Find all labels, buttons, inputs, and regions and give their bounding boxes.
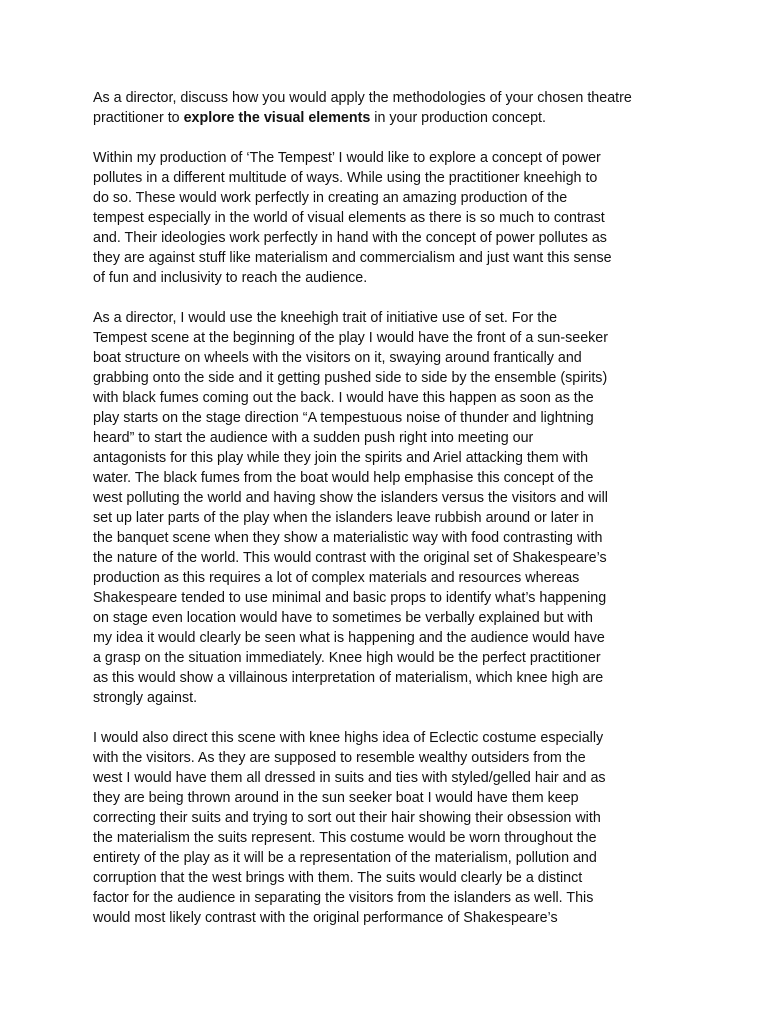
question-emphasis: explore the visual elements bbox=[183, 110, 371, 126]
document-page bbox=[93, 88, 683, 948]
paragraph-introduction: Within my production of ‘The Tempest’ I would like to explore a concept of power pollutes in a different multitude of ways. While using the practitioner kneehigh to do so. These would work perfectly in creating an amazing production of the tempest especially in the world of visual elements as there is so much to contrast and. Their ideologies work perfectly in hand with the concept of power pollutes as they are against stuff like materialism and commercialism and just want this sense of fun and inclusivity to reach the audience. bbox=[93, 150, 612, 286]
paragraph-costume: I would also direct this scene with knee highs idea of Eclectic costume especially with the visitors. As they are supposed to resemble wealthy outsiders from the west I would have them all dressed in suits and ties with styled/gelled hair and as they are being thrown around in the sun seeker boat I would have them keep correcting their suits and trying to sort out their hair showing their obsession with the materialism the suits represent. This costume would be worn throughout the entirety of the play as it will be a representation of the materialism, pollution and corruption that the west brings with them. The suits would clearly be a distinct factor for the audience in separating the visitors from the islanders as well. This would most likely contrast with the original performance of Shakespeare’s bbox=[93, 730, 606, 926]
essay-question bbox=[93, 88, 683, 128]
question-prefix: As a director, discuss how you would apply the methodologies of your chosen theatre practitioner to bbox=[93, 90, 632, 126]
paragraph-set-design: As a director, I would use the kneehigh trait of initiative use of set. For the Tempest scene at the beginning of the play I would have the front of a sun-seeker boat structure on wheels with the visitors on it, swaying around frantically and grabbing onto the side and it getting pushed side to side by the ensemble (spirits) with black fumes coming out the back. I would have this happen as soon as the play starts on the stage direction “A tempestuous noise of thunder and lightning heard” to start the audience with a sudden push right into meeting our antagonists for this play while they join the spirits and Ariel attacking them with water. The black fumes from the boat would help emphasise this concept of the west polluting the world and having show the islanders versus the visitors and will set up later parts of the play when the islanders leave rubbish around or later in the banquet scene when they show a materialistic way with food contrasting with the nature of the world. This would contrast with the original set of Shakespeare’s production as this requires a lot of complex materials and resources whereas Shakespeare tended to use minimal and basic props to identify what’s happening on stage even location would have to sometimes be verbally explained but with my idea it would clearly be seen what is happening and the audience would have a grasp on the situation immediately. Knee high would be the perfect practitioner as this would show a villainous interpretation of materialism, which knee high are strongly against. bbox=[93, 310, 609, 706]
question-suffix: in your production concept. bbox=[370, 110, 546, 126]
